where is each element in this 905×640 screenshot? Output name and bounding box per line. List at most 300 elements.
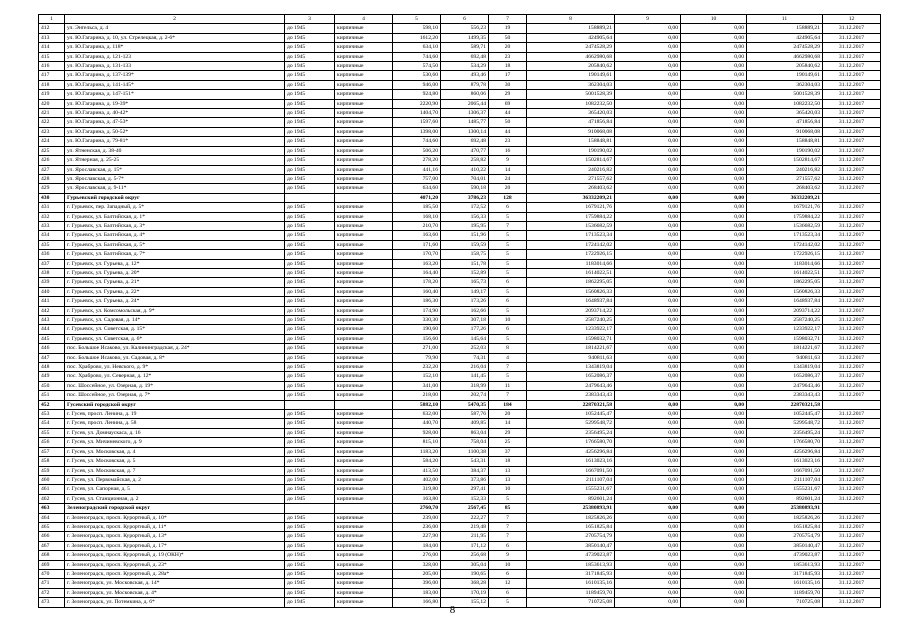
cell-addr: ул. Ю.Гагарина, д. 79-81*: [65, 137, 285, 146]
cell-mat: [335, 193, 393, 202]
cell-h: 31.12.2017: [823, 598, 881, 607]
cell-d: 22870321,58: [527, 400, 615, 409]
cell-f: 0,00: [681, 297, 747, 306]
cell-h: [823, 400, 881, 409]
cell-e: 0,00: [615, 344, 681, 353]
cell-h: 31.12.2017: [823, 278, 881, 287]
cell-f: 0,00: [681, 579, 747, 588]
table-row: [39, 466, 881, 475]
cell-mat: кирпичные: [335, 184, 393, 193]
cell-n: 428: [39, 174, 65, 183]
cell-addr: ул. Ю.Гагарина, д. 118*: [65, 43, 285, 52]
cell-d: 3850140,47: [527, 541, 615, 550]
cell-d: 1713523,34: [527, 231, 615, 240]
cell-n: 426: [39, 156, 65, 165]
cell-f: 0,00: [681, 118, 747, 127]
cell-e: 0,00: [615, 127, 681, 136]
cell-b: 1485,77: [441, 118, 489, 127]
cell-c: 7: [489, 363, 527, 372]
cell-g: 1652086,37: [747, 372, 823, 381]
cell-mat: кирпичные: [335, 174, 393, 183]
cell-n: 452: [39, 400, 65, 409]
cell-f: 0,00: [681, 410, 747, 419]
cell-addr: ул. Ятненская, д. 38-40: [65, 146, 285, 155]
cell-c: 5: [489, 240, 527, 249]
cell-d: 158889,21: [527, 24, 615, 33]
cell-n: 425: [39, 146, 65, 155]
cell-b: 384,37: [441, 466, 489, 475]
cell-f: 0,00: [681, 278, 747, 287]
cell-h: 31.12.2017: [823, 212, 881, 221]
cell-addr: пос. Храброво, ул. Северная, д. 12*: [65, 372, 285, 381]
cell-c: 6: [489, 278, 527, 287]
cell-d: 1722926,15: [527, 250, 615, 259]
cell-built: до 1945: [285, 109, 335, 118]
cell-h: 31.12.2017: [823, 250, 881, 259]
cell-n: 458: [39, 457, 65, 466]
cell-n: 435: [39, 240, 65, 249]
cell-f: 0,00: [681, 466, 747, 475]
cell-c: 6: [489, 588, 527, 597]
cell-c: 5: [489, 212, 527, 221]
cell-g: 1610135,16: [747, 579, 823, 588]
cell-h: 31.12.2017: [823, 325, 881, 334]
cell-c: 7: [489, 391, 527, 400]
cell-mat: кирпичные: [335, 598, 393, 607]
cell-h: 31.12.2017: [823, 62, 881, 71]
cell-mat: кирпичные: [335, 127, 393, 136]
cell-n: 464: [39, 513, 65, 522]
cell-built: до 1945: [285, 52, 335, 61]
cell-built: до 1945: [285, 588, 335, 597]
cell-h: 31.12.2017: [823, 259, 881, 268]
cell-built: до 1945: [285, 221, 335, 230]
cell-g: 1814221,67: [747, 344, 823, 353]
cell-e: 0,00: [615, 541, 681, 550]
table-row: [39, 551, 881, 560]
cell-g: 1722926,15: [747, 250, 823, 259]
cell-a: 163,80: [393, 494, 441, 503]
cell-mat: кирпичные: [335, 212, 393, 221]
table-row: [39, 428, 881, 437]
cell-n: 429: [39, 184, 65, 193]
cell-c: 44: [489, 109, 527, 118]
cell-mat: кирпичные: [335, 287, 393, 296]
cell-mat: кирпичные: [335, 457, 393, 466]
cell-a: 186,30: [393, 297, 441, 306]
cell-b: 1300,14: [441, 127, 489, 136]
cell-built: до 1945: [285, 428, 335, 437]
cell-built: до 1945: [285, 259, 335, 268]
cell-mat: кирпичные: [335, 532, 393, 541]
cell-c: 4: [489, 353, 527, 362]
cell-h: 31.12.2017: [823, 363, 881, 372]
cell-e: 0,00: [615, 569, 681, 578]
table-row: [39, 99, 881, 108]
cell-built: до 1945: [285, 494, 335, 503]
cell-addr: г. Зеленоградск, просп. Курортный, д. 23*: [65, 560, 285, 569]
cell-built: до 1945: [285, 325, 335, 334]
cell-e: 0,00: [615, 62, 681, 71]
cell-g: 1189459,70: [747, 588, 823, 597]
cell-b: 543,31: [441, 457, 489, 466]
cell-f: 0,00: [681, 127, 747, 136]
cell-a: 2760,70: [393, 504, 441, 513]
cell-addr: г. Гусев, просп. Ленина, д. 58: [65, 419, 285, 428]
cell-addr: Гурьевский городской округ: [65, 193, 285, 202]
cell-c: 85: [489, 504, 527, 513]
cell-a: 928,00: [393, 428, 441, 437]
cell-d: 365420,03: [527, 109, 615, 118]
cell-f: 0,00: [681, 353, 747, 362]
cell-addr: г. Зеленоградск, просп. Курортный, д. 10*: [65, 513, 285, 522]
cell-mat: кирпичные: [335, 62, 393, 71]
column-number-5: 5: [393, 15, 441, 24]
cell-n: 444: [39, 325, 65, 334]
table-row: [39, 438, 881, 447]
cell-mat: кирпичные: [335, 71, 393, 80]
table-row: [39, 560, 881, 569]
cell-d: 1614022,51: [527, 268, 615, 277]
cell-addr: г. Гурьевск, ул. Балтийская, д. 3*: [65, 221, 285, 230]
cell-e: 0,00: [615, 268, 681, 277]
cell-h: 31.12.2017: [823, 372, 881, 381]
cell-mat: кирпичные: [335, 447, 393, 456]
cell-e: 0,00: [615, 250, 681, 259]
cell-d: 1189459,70: [527, 588, 615, 597]
table-row: [39, 231, 881, 240]
cell-a: 79,90: [393, 353, 441, 362]
cell-e: 0,00: [615, 381, 681, 390]
cell-f: 0,00: [681, 522, 747, 531]
cell-b: 152,33: [441, 494, 489, 503]
cell-n: 421: [39, 109, 65, 118]
cell-f: 0,00: [681, 137, 747, 146]
cell-h: 31.12.2017: [823, 551, 881, 560]
cell-c: 12: [489, 579, 527, 588]
cell-addr: ул. Ю.Гагарина, д. 137-139*: [65, 71, 285, 80]
cell-a: 164,40: [393, 268, 441, 277]
cell-mat: кирпичные: [335, 118, 393, 127]
cell-e: 0,00: [615, 522, 681, 531]
cell-f: 0,00: [681, 99, 747, 108]
table-row: [39, 325, 881, 334]
table-row: [39, 62, 881, 71]
cell-a: 744,60: [393, 52, 441, 61]
cell-g: 190149,61: [747, 71, 823, 80]
cell-c: 5: [489, 268, 527, 277]
cell-d: 1502814,67: [527, 156, 615, 165]
cell-d: 471856,84: [527, 118, 615, 127]
cell-g: 362304,03: [747, 80, 823, 89]
cell-g: 1853613,93: [747, 560, 823, 569]
cell-b: 152,89: [441, 268, 489, 277]
cell-a: 171,60: [393, 240, 441, 249]
cell-g: 1536682,59: [747, 221, 823, 230]
cell-d: 2111107,04: [527, 475, 615, 484]
table-row: [39, 344, 881, 353]
cell-n: 459: [39, 466, 65, 475]
cell-a: 598,10: [393, 24, 441, 33]
cell-g: 268403,62: [747, 184, 823, 193]
district-subtotal-row: [39, 400, 881, 409]
cell-mat: кирпичные: [335, 231, 393, 240]
cell-b: 704,01: [441, 174, 489, 183]
cell-c: 13: [489, 466, 527, 475]
cell-built: до 1945: [285, 381, 335, 390]
cell-addr: г. Гурьевск, пер. Западный, д. 5*: [65, 203, 285, 212]
cell-n: 456: [39, 438, 65, 447]
cell-e: 0,00: [615, 391, 681, 400]
cell-g: 1343819,04: [747, 363, 823, 372]
cell-e: 0,00: [615, 297, 681, 306]
cell-built: до 1945: [285, 33, 335, 42]
cell-mat: кирпичные: [335, 278, 393, 287]
cell-b: 590,18: [441, 184, 489, 193]
cell-n: 432: [39, 212, 65, 221]
table-row: [39, 24, 881, 33]
cell-d: 36332209,21: [527, 193, 615, 202]
cell-f: 0,00: [681, 513, 747, 522]
cell-b: 159,59: [441, 240, 489, 249]
cell-g: 1724142,02: [747, 240, 823, 249]
cell-mat: кирпичные: [335, 522, 393, 531]
cell-built: до 1945: [285, 174, 335, 183]
cell-h: 31.12.2017: [823, 287, 881, 296]
cell-addr: г. Гурьевск, ул. Садовая, д. 14*: [65, 316, 285, 325]
cell-n: 453: [39, 410, 65, 419]
cell-built: до 1945: [285, 372, 335, 381]
cell-d: 1652086,37: [527, 372, 615, 381]
cell-h: 31.12.2017: [823, 344, 881, 353]
cell-b: 2065,44: [441, 99, 489, 108]
column-number-11: 11: [747, 15, 823, 24]
cell-addr: пос. Храброво, ул. Невского, д. 9*: [65, 363, 285, 372]
cell-a: 946,00: [393, 80, 441, 89]
cell-g: 1759884,22: [747, 212, 823, 221]
table-row: [39, 109, 881, 118]
cell-built: до 1945: [285, 485, 335, 494]
table-row: [39, 174, 881, 183]
cell-c: 30: [489, 80, 527, 89]
column-number-8: 8: [527, 15, 615, 24]
column-number-10: 10: [681, 15, 747, 24]
cell-addr: г. Гурьевск, ул. Гурьева, д. 24*: [65, 297, 285, 306]
cell-a: 163,60: [393, 231, 441, 240]
cell-n: 457: [39, 447, 65, 456]
cell-n: 439: [39, 278, 65, 287]
cell-c: 9: [489, 156, 527, 165]
cell-g: 1555231,67: [747, 485, 823, 494]
cell-c: 23: [489, 52, 527, 61]
cell-h: 31.12.2017: [823, 353, 881, 362]
cell-built: до 1945: [285, 287, 335, 296]
cell-addr: Зеленоградский городской округ: [65, 504, 285, 513]
cell-h: 31.12.2017: [823, 165, 881, 174]
cell-addr: ул. Ю.Гагарина, д. 10, ул. Стрелецкая, д. 2-6*: [65, 33, 285, 42]
cell-h: 31.12.2017: [823, 569, 881, 578]
cell-addr: ул. Энгельса, д. 4: [65, 24, 285, 33]
cell-h: 31.12.2017: [823, 174, 881, 183]
cell-f: 0,00: [681, 391, 747, 400]
cell-h: [823, 504, 881, 513]
column-number-row: [39, 15, 881, 24]
table-row: [39, 485, 881, 494]
column-number-2: 2: [65, 15, 285, 24]
cell-mat: кирпичные: [335, 240, 393, 249]
cell-c: 25: [489, 438, 527, 447]
cell-f: 0,00: [681, 560, 747, 569]
cell-d: 1555231,67: [527, 485, 615, 494]
cell-f: 0,00: [681, 344, 747, 353]
cell-addr: г. Зеленоградск, просп. Курортный, д. 19 (ОКН)*: [65, 551, 285, 560]
cell-n: 430: [39, 193, 65, 202]
cell-n: 467: [39, 541, 65, 550]
cell-g: 240216,82: [747, 165, 823, 174]
cell-mat: кирпичные: [335, 551, 393, 560]
cell-d: 1183014,66: [527, 259, 615, 268]
cell-d: 1724142,02: [527, 240, 615, 249]
cell-c: 5: [489, 598, 527, 607]
cell-f: 0,00: [681, 551, 747, 560]
cell-mat: кирпичные: [335, 485, 393, 494]
cell-b: 252,03: [441, 344, 489, 353]
cell-mat: кирпичные: [335, 475, 393, 484]
cell-addr: ул. Ю.Гагарина, д. 131-133: [65, 62, 285, 71]
cell-a: 330,30: [393, 316, 441, 325]
cell-built: [285, 504, 335, 513]
cell-built: до 1945: [285, 569, 335, 578]
cell-a: 185,50: [393, 203, 441, 212]
cell-addr: г. Гусев, ул. Московская, д. 4: [65, 447, 285, 456]
cell-n: 417: [39, 71, 65, 80]
cell-d: 190190,02: [527, 146, 615, 155]
cell-n: 427: [39, 165, 65, 174]
cell-f: 0,00: [681, 475, 747, 484]
cell-h: 31.12.2017: [823, 71, 881, 80]
cell-n: 451: [39, 391, 65, 400]
table-row: [39, 127, 881, 136]
cell-f: 0,00: [681, 494, 747, 503]
cell-f: 0,00: [681, 334, 747, 343]
table-row: [39, 372, 881, 381]
cell-e: 0,00: [615, 579, 681, 588]
cell-g: 910068,08: [747, 127, 823, 136]
cell-d: 910068,08: [527, 127, 615, 136]
cell-d: 2705754,79: [527, 532, 615, 541]
cell-e: 0,00: [615, 174, 681, 183]
cell-e: 0,00: [615, 457, 681, 466]
cell-f: 0,00: [681, 428, 747, 437]
cell-g: 1613023,16: [747, 457, 823, 466]
cell-b: 149,17: [441, 287, 489, 296]
cell-b: 2567,45: [441, 504, 489, 513]
cell-a: 1398,00: [393, 127, 441, 136]
cell-e: 0,00: [615, 325, 681, 334]
cell-c: 5: [489, 494, 527, 503]
cell-c: 50: [489, 33, 527, 42]
cell-c: 14: [489, 165, 527, 174]
cell-f: 0,00: [681, 457, 747, 466]
column-number-9: 9: [615, 15, 681, 24]
cell-n: 413: [39, 33, 65, 42]
cell-d: 1343819,04: [527, 363, 615, 372]
cell-n: 446: [39, 344, 65, 353]
cell-c: 6: [489, 569, 527, 578]
cell-a: 271,00: [393, 344, 441, 353]
cell-built: до 1945: [285, 344, 335, 353]
cell-mat: кирпичные: [335, 90, 393, 99]
cell-g: 4739023,87: [747, 551, 823, 560]
cell-addr: ул. Ятнерная, д. 25-25: [65, 156, 285, 165]
cell-h: 31.12.2017: [823, 334, 881, 343]
cell-h: 31.12.2017: [823, 428, 881, 437]
page-number: 8: [449, 604, 456, 616]
cell-g: 1052445,47: [747, 410, 823, 419]
cell-b: 156,33: [441, 212, 489, 221]
cell-c: 7: [489, 532, 527, 541]
cell-b: 222,27: [441, 513, 489, 522]
cell-d: 1648937,84: [527, 297, 615, 306]
cell-d: 25380893,91: [527, 504, 615, 513]
cell-n: 466: [39, 532, 65, 541]
cell-h: 31.12.2017: [823, 419, 881, 428]
cell-mat: кирпичные: [335, 353, 393, 362]
cell-n: 416: [39, 62, 65, 71]
cell-b: 307,18: [441, 316, 489, 325]
cell-d: 4739023,87: [527, 551, 615, 560]
cell-a: 440,70: [393, 419, 441, 428]
cell-mat: кирпичные: [335, 579, 393, 588]
cell-f: 0,00: [681, 250, 747, 259]
cell-mat: кирпичные: [335, 560, 393, 569]
cell-n: 422: [39, 118, 65, 127]
cell-e: 0,00: [615, 221, 681, 230]
cell-a: 1404,70: [393, 109, 441, 118]
cell-e: 0,00: [615, 410, 681, 419]
cell-built: до 1945: [285, 551, 335, 560]
cell-built: до 1945: [285, 306, 335, 315]
cell-a: 1597,60: [393, 118, 441, 127]
cell-built: до 1945: [285, 90, 335, 99]
cell-h: 31.12.2017: [823, 109, 881, 118]
cell-f: 0,00: [681, 212, 747, 221]
cell-d: 4662980,68: [527, 52, 615, 61]
cell-g: 22870321,58: [747, 400, 823, 409]
cell-mat: кирпичные: [335, 33, 393, 42]
cell-e: 0,00: [615, 485, 681, 494]
cell-mat: кирпичные: [335, 569, 393, 578]
cell-f: 0,00: [681, 438, 747, 447]
cell-addr: г. Гурьевск, ул. Гурьева, д. 12*: [65, 259, 285, 268]
cell-d: 1766580,70: [527, 438, 615, 447]
cell-e: 0,00: [615, 438, 681, 447]
cell-f: 0,00: [681, 24, 747, 33]
cell-addr: г. Гурьевск, ул. Комсомольская, д. 9*: [65, 306, 285, 315]
cell-built: до 1945: [285, 598, 335, 607]
cell-b: 171,12: [441, 541, 489, 550]
cell-n: 473: [39, 598, 65, 607]
cell-d: 1814221,67: [527, 344, 615, 353]
cell-n: 461: [39, 485, 65, 494]
cell-a: 170,70: [393, 250, 441, 259]
cell-built: до 1945: [285, 118, 335, 127]
cell-b: 409,85: [441, 419, 489, 428]
cell-g: 2587240,25: [747, 316, 823, 325]
cell-built: до 1945: [285, 391, 335, 400]
cell-f: 0,00: [681, 165, 747, 174]
cell-h: 31.12.2017: [823, 240, 881, 249]
